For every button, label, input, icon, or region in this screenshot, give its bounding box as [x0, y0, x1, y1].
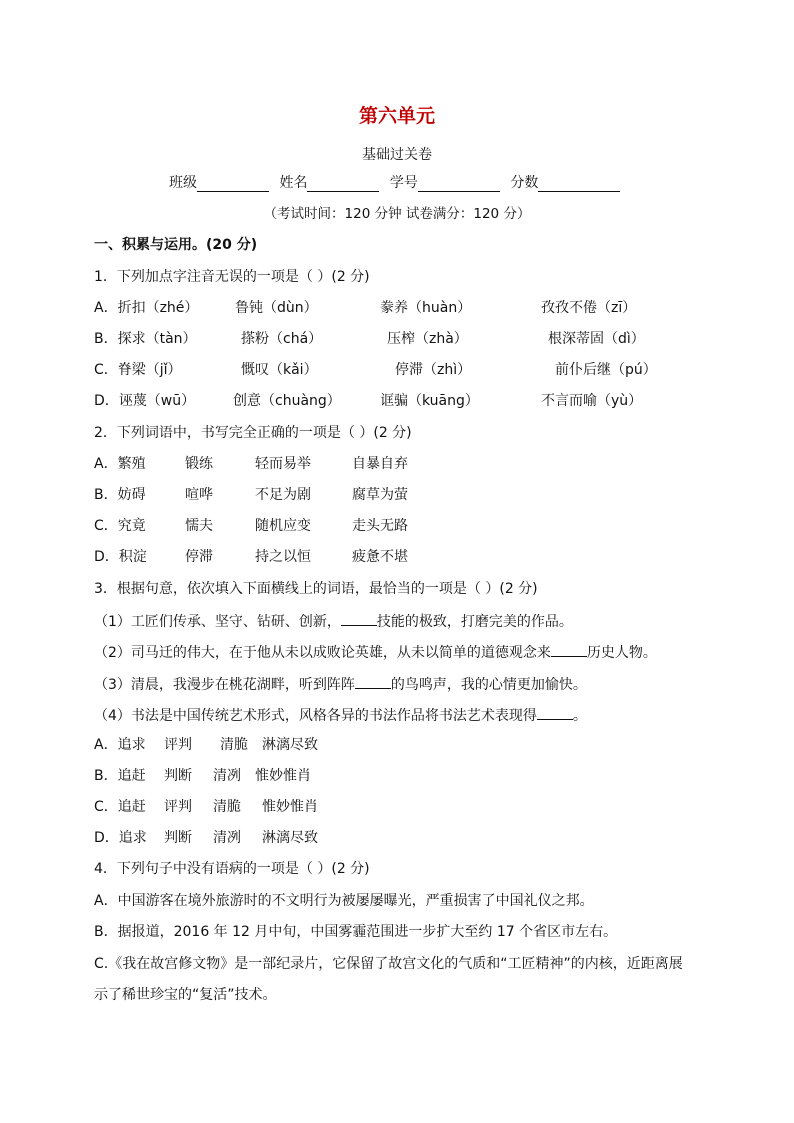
option-item: 搽粉（chá）: [241, 331, 323, 347]
question-stem: 3．根据句意，依次填入下面横线上的词语，最恰当的一项是（ ）(2 分): [94, 581, 538, 597]
sentence-3-part-b: 的鸟鸣声，我的心情更加愉快。: [390, 677, 587, 693]
option-item: 惟妙惟肖: [255, 768, 311, 784]
option-c: C．究竟: [94, 518, 146, 534]
class-label: 班级: [169, 175, 197, 191]
option-item: 判断: [164, 830, 192, 846]
option-item: 持之以恒: [255, 549, 311, 565]
option-item: 不足为剧: [255, 487, 311, 503]
fill-blank[interactable]: [341, 611, 377, 626]
option-b: B．据报道，2016 年 12 月中旬，中国雾霾范围进一步扩大至约 17 个省区市左右。: [94, 924, 618, 940]
option-c: C.《我在故宫修文物》是一部纪录片，它保留了故宫文化的气质和“工匠精神”的内核，近距离展: [94, 956, 683, 972]
option-item: 锻练: [185, 456, 213, 472]
option-item: 根深蒂固（dì）: [548, 331, 645, 347]
option-d: D．积淀: [94, 549, 147, 565]
option-item: 判断: [164, 768, 192, 784]
class-blank[interactable]: [197, 175, 269, 192]
option-item: 腐草为萤: [352, 487, 408, 503]
option-item: 慨叹（kǎi）: [241, 362, 318, 378]
option-d: D．诬蔑（wū）: [94, 393, 196, 409]
option-item: 清冽: [213, 768, 241, 784]
id-blank[interactable]: [418, 175, 500, 192]
sentence-1-part-a: （1）工匠们传承、坚守、钻研、创新，: [94, 614, 341, 630]
student-info-line: [169, 174, 620, 192]
option-item: 不言而喻（yù）: [541, 393, 643, 409]
sentence-1-part-b: 技能的极致，打磨完美的作品。: [376, 614, 573, 630]
sentence-4-part-a: （4）书法是中国传统艺术形式，风格各异的书法作品将书法艺术表现得: [94, 708, 537, 724]
option-item: 豢养（huàn）: [380, 300, 472, 316]
sentence-2: [94, 642, 657, 662]
option-item: 清冽: [213, 830, 241, 846]
sentence-3-part-a: （3）清晨，我漫步在桃花湖畔，听到阵阵: [94, 677, 355, 693]
option-item: 停滞: [185, 549, 213, 565]
option-d: D．追求: [94, 830, 147, 846]
option-c: C．脊梁（jǐ）: [94, 362, 182, 378]
sentence-3: [94, 674, 587, 694]
option-item: 轻而易举: [255, 456, 311, 472]
exam-time-info: （考试时间：120 分钟 试卷满分：120 分）: [263, 206, 531, 222]
score-label: 分数: [510, 175, 539, 191]
option-item: 随机应变: [255, 518, 311, 534]
option-item: 懦夫: [185, 518, 213, 534]
sentence-2-part-a: （2）司马迁的伟大，在于他从未以成败论英雄，从未以简单的道德观念来: [94, 645, 551, 661]
sentence-4: [94, 705, 587, 725]
option-item: 淋漓尽致: [262, 830, 318, 846]
option-item: 创意（chuàng）: [233, 393, 341, 409]
option-item: 疲惫不堪: [352, 549, 408, 565]
sentence-1: [94, 611, 573, 631]
option-b: B．探求（tàn）: [94, 331, 197, 347]
page-title: 第六单元: [358, 105, 435, 127]
option-c-continued: 示了稀世珍宝的“复活”技术。: [94, 987, 277, 1003]
name-blank[interactable]: [307, 175, 379, 192]
option-b: B．妨碍: [94, 487, 146, 503]
option-item: 评判: [164, 737, 192, 753]
option-item: 自暴自弃: [352, 456, 408, 472]
fill-blank[interactable]: [537, 705, 573, 720]
option-c: C．追赶: [94, 799, 146, 815]
option-item: 停滞（zhì）: [395, 362, 472, 378]
option-item: 喧哗: [185, 487, 213, 503]
fill-blank[interactable]: [551, 642, 587, 657]
sentence-2-part-b: 历史人物。: [586, 645, 657, 661]
option-item: 走头无路: [352, 518, 408, 534]
option-item: 孜孜不倦（zī）: [541, 300, 637, 316]
option-item: 淋漓尽致: [262, 737, 318, 753]
option-item: 压榨（zhà）: [387, 331, 468, 347]
sentence-4-part-b: 。: [572, 708, 587, 724]
option-a: A．追求: [94, 737, 146, 753]
option-b: B．追赶: [94, 768, 146, 784]
question-stem: 1．下列加点字注音无误的一项是（ ）(2 分): [94, 269, 370, 285]
question-stem: 4．下列句子中没有语病的一项是（ ）(2 分): [94, 861, 370, 877]
option-item: 诓骗（kuāng）: [380, 393, 479, 409]
score-blank[interactable]: [538, 175, 620, 192]
fill-blank[interactable]: [355, 674, 391, 689]
section-title: 一、积累与运用。(20 分): [94, 237, 258, 253]
option-item: 惟妙惟肖: [262, 799, 318, 815]
option-item: 清脆: [220, 737, 248, 753]
page-subtitle: 基础过关卷: [362, 147, 432, 163]
option-a: A．中国游客在境外旅游时的不文明行为被屡屡曝光，严重损害了中国礼仪之邦。: [94, 893, 594, 909]
id-label: 学号: [389, 175, 418, 191]
option-item: 清脆: [213, 799, 241, 815]
option-a: A．折扣（zhé）: [94, 300, 199, 316]
option-item: 前仆后继（pú）: [555, 362, 657, 378]
name-label: 姓名: [279, 175, 308, 191]
option-item: 鲁钝（dùn）: [235, 300, 318, 316]
option-a: A．繁殖: [94, 456, 146, 472]
question-stem: 2．下列词语中，书写完全正确的一项是（ ）(2 分): [94, 425, 412, 441]
option-item: 评判: [164, 799, 192, 815]
